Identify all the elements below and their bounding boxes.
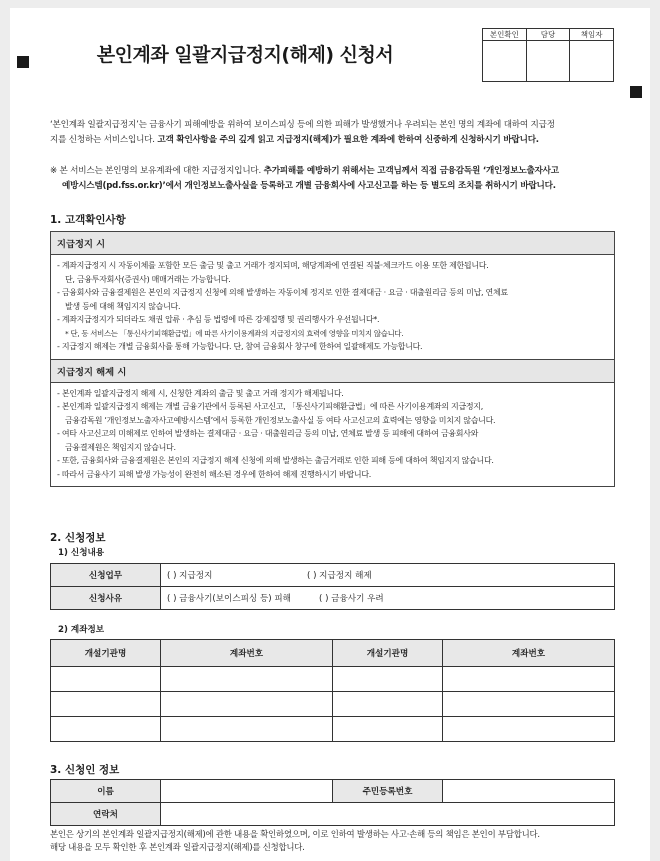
col-account-2: 계좌번호 <box>443 640 615 667</box>
form-title: 본인계좌 일괄지급정지(해제) 신청서 <box>96 44 394 66</box>
reason-label: 신청사유 <box>51 587 161 610</box>
approval-sign-identity[interactable] <box>483 41 527 82</box>
account-cell[interactable] <box>443 667 615 692</box>
business-label: 신청업무 <box>51 564 161 587</box>
section-3-title: 3. 신청인 정보 <box>50 764 120 776</box>
release-body <box>51 383 614 487</box>
option-fraud-damage[interactable]: ( ) 금융사기(보이스피싱 등) 피해 <box>167 594 291 604</box>
release-line: 금융감독원 ‘개인정보노출자사고예방시스템’에서 등록한 개인정보노출사실 등 여타 사고신고의 효력에는 영향을 미치지 않습니다. <box>65 415 496 425</box>
corner-mark-right <box>630 86 642 98</box>
rrn-label: 주민등록번호 <box>333 780 443 803</box>
approval-box <box>482 28 614 82</box>
stop-line: * 단, 동 서비스는 「통신사기피해환급법」에 따른 사기이용계좌의 지급정지의 효력에 영향을 미치지 않습니다. <box>65 328 404 338</box>
option-stop[interactable]: ( ) 지급정지 <box>167 571 213 581</box>
name-label: 이름 <box>51 780 161 803</box>
application-form-page <box>10 8 650 861</box>
section-2-title: 2. 신청정보 <box>50 532 106 544</box>
institution-cell[interactable] <box>333 717 443 742</box>
stop-line: - 지급정지 해제는 개별 금융회사를 통해 가능합니다. 단, 참여 금융회사 창구에 한하여 일괄해제도 가능합니다. <box>57 342 423 351</box>
account-cell[interactable] <box>443 717 615 742</box>
release-line: - 따라서 금융사기 피해 발생 가능성이 완전히 해소된 경우에 한하여 해제 진행하시기 바랍니다. <box>57 469 372 479</box>
release-line: 금융결제원은 책임지지 않습니다. <box>65 442 176 452</box>
applicant-info-table <box>50 779 615 826</box>
institution-cell[interactable] <box>51 692 161 717</box>
account-info-subtitle: 2) 계좌정보 <box>58 625 105 635</box>
approval-sign-staff[interactable] <box>526 41 570 82</box>
stop-line: - 금융회사와 금융결제원은 본인의 지급정지 신청에 의해 발생하는 자동이체 정지로 인한 결제대금 · 요금 · 대출원리금 등의 미납, 연체료 <box>57 288 508 297</box>
col-institution-1: 개설기관명 <box>51 640 161 667</box>
notice-line-1-text: ※ 본 서비스는 본인명의 보유계좌에 대한 지급정지입니다. <box>50 166 264 176</box>
intro-line-2-bold: 고객 확인사항을 주의 깊게 읽고 지급정지(해제)가 필요한 계좌에 한하여 신중하게 신청하시기 바랍니다. <box>157 135 539 145</box>
notice-line-1 <box>50 164 620 179</box>
customer-notice-box <box>50 231 615 487</box>
institution-cell[interactable] <box>51 717 161 742</box>
intro-line-1: ‘본인계좌 일괄지급정지’는 금융사기 피해예방을 위하여 보이스피싱 등에 의한 피해가 발생했거나 우려되는 본인 명의 계좌에 대하여 지급정 <box>50 120 555 130</box>
account-cell[interactable] <box>443 692 615 717</box>
closing-line-1: 본인은 상기의 본인계좌 일괄지급정지(해제)에 관한 내용을 확인하였으며, 이로 인하여 발생하는 사고·손해 등의 책임은 본인이 부담합니다. <box>50 829 540 839</box>
stop-line: 단, 금융투자회사(증권사) 매매거래는 가능합니다. <box>65 274 231 284</box>
intro-line-2 <box>50 133 620 148</box>
request-content-subtitle: 1) 신청내용 <box>58 548 105 558</box>
notice-line-2 <box>50 179 620 194</box>
notice-line-1-bold: 추가피해를 예방하기 위해서는 고객님께서 직접 금융감독원 ‘개인정보노출자사고 <box>263 166 559 176</box>
approval-col-staff: 담당 <box>526 29 570 41</box>
contact-field[interactable] <box>161 803 615 826</box>
account-info-table <box>50 639 615 742</box>
account-cell[interactable] <box>161 717 333 742</box>
release-line: - 또한, 금융회사와 금융결제원은 본인의 지급정지 해제 신청에 의해 발생하는 출금거래로 인한 피해 등에 대하여 책임지지 않습니다. <box>57 456 494 465</box>
stop-body <box>51 255 614 359</box>
release-line: - 본인계좌 일괄지급정지 해제 시, 신청한 계좌의 출금 및 출고 거래 정지가 해제됩니다. <box>57 388 344 398</box>
closing-line-2: 해당 내용을 모두 확인한 후 본인계좌 일괄지급정지(해제)를 신청합니다. <box>50 842 305 852</box>
business-options <box>161 564 615 587</box>
stop-line: - 계좌지급정지 시 자동이체를 포함한 모든 출금 및 출고 거래가 정지되며, 해당계좌에 연결된 직불·체크카드 이용 또한 제한됩니다. <box>57 261 489 270</box>
stop-line: - 계좌지급정지가 되더라도 채권 압류 · 추심 등 법령에 따른 강제집행 및 권리행사가 우선됩니다*. <box>57 315 380 324</box>
release-line: - 여타 사고신고의 미해제로 인하여 발생하는 결제대금 · 요금 · 대출원리금 등의 미납, 연체료 발생 등 피해에 대하여 금융회사와 <box>57 429 479 438</box>
closing-statement <box>50 828 630 854</box>
release-header: 지급정지 해제 시 <box>51 359 614 383</box>
section-1-title: 1. 고객확인사항 <box>50 214 126 226</box>
contact-label: 연락처 <box>51 803 161 826</box>
approval-col-manager: 책임자 <box>570 29 614 41</box>
account-cell[interactable] <box>161 667 333 692</box>
col-institution-2: 개설기관명 <box>333 640 443 667</box>
rrn-field[interactable] <box>443 780 615 803</box>
reason-options <box>161 587 615 610</box>
stop-line: 발생 등에 대해 책임지지 않습니다. <box>65 301 181 311</box>
account-cell[interactable] <box>161 692 333 717</box>
intro-paragraph <box>50 118 620 148</box>
approval-col-identity: 본인확인 <box>483 29 527 41</box>
request-content-table <box>50 563 615 610</box>
notice-line-2-bold: 예방시스템(pd.fss.or.kr)’에서 개인정보노출사실을 등록하고 개별 금융회사에 사고신고를 하는 등 별도의 조치를 취하시기 바랍니다. <box>62 181 556 191</box>
col-account-1: 계좌번호 <box>161 640 333 667</box>
institution-cell[interactable] <box>333 667 443 692</box>
notice-paragraph <box>50 164 620 194</box>
stop-header: 지급정지 시 <box>51 232 614 255</box>
option-fraud-concern[interactable]: ( ) 금융사기 우려 <box>319 594 384 604</box>
name-field[interactable] <box>161 780 333 803</box>
option-release[interactable]: ( ) 지급정지 해제 <box>307 571 372 581</box>
intro-line-2-text: 지를 신청하는 서비스입니다. <box>50 135 158 145</box>
institution-cell[interactable] <box>333 692 443 717</box>
approval-sign-manager[interactable] <box>570 41 614 82</box>
institution-cell[interactable] <box>51 667 161 692</box>
release-line: - 본인계좌 일괄지급정지 해제는 개별 금융기관에서 등록된 사고신고, 「통신사기피해환급법」에 따른 사기이용계좌의 지급정지, <box>57 402 483 411</box>
